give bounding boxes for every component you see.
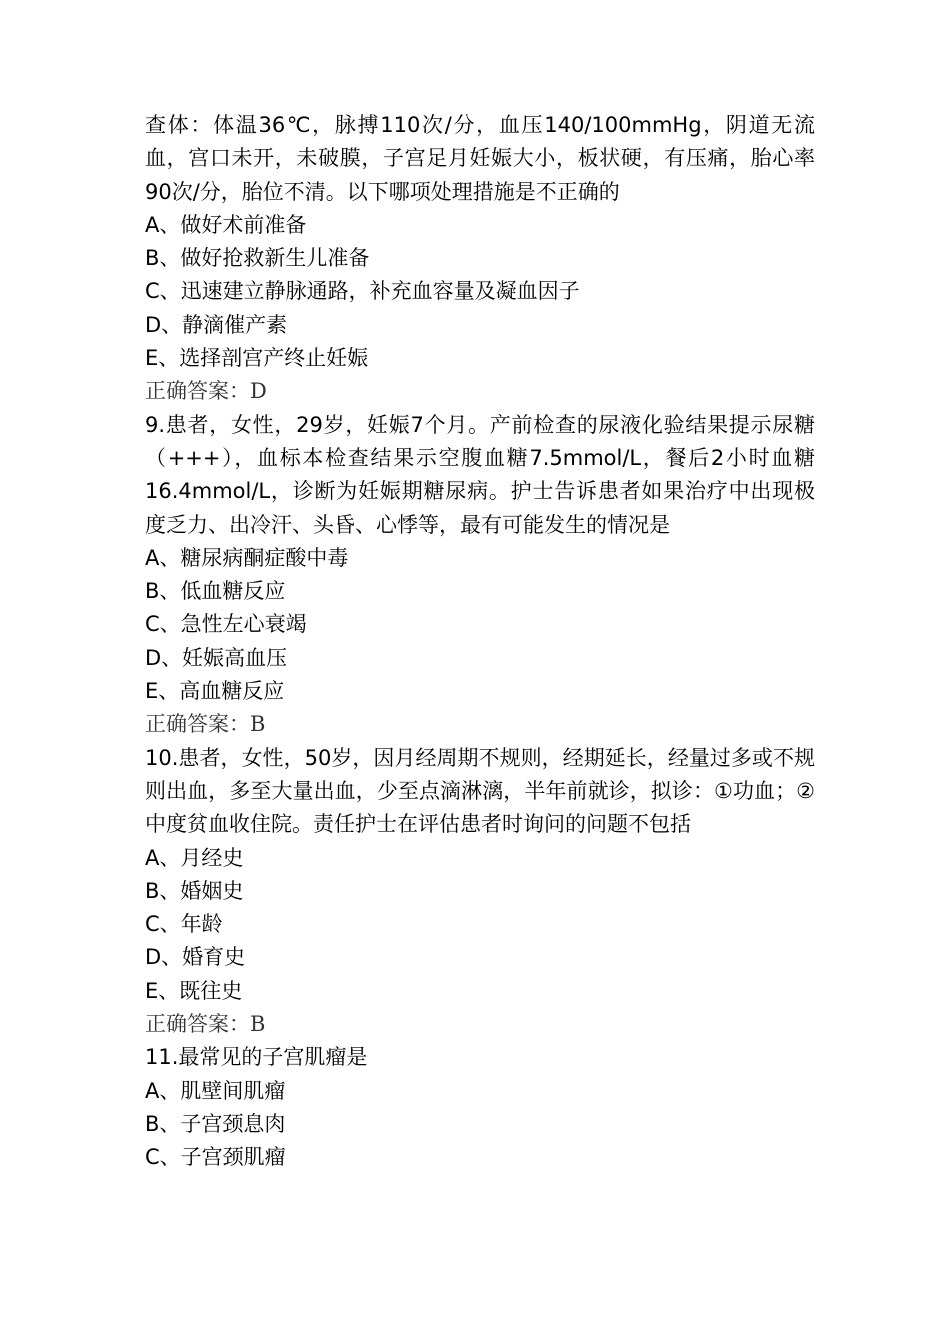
question-8-option-d: D、静滴催产素	[145, 312, 288, 337]
question-10-option-d: D、婚育史	[145, 945, 246, 970]
question-9-option-d: D、妊娠高血压	[145, 645, 288, 670]
question-8-stem: 查体：体温36℃，脉搏110次/分，血压140/100mmHg，阴道无流血，宫口未开，未破膜，子宫足月妊娠大小，板状硬，有压痛，胎心率90次/分，胎位不清。以下哪项处理措施是不正确的	[145, 113, 815, 204]
question-9-answer: 正确答案：B	[145, 712, 266, 737]
question-11-option-a: A、肌壁间肌瘤	[145, 1078, 286, 1103]
question-10-answer: 正确答案：B	[145, 1012, 266, 1037]
question-9-option-e: E、高血糖反应	[145, 679, 285, 704]
question-11-stem: 11.最常见的子宫肌瘤是	[145, 1045, 368, 1070]
question-10-option-c: C、年龄	[145, 912, 223, 937]
question-8-answer: 正确答案：D	[145, 379, 267, 404]
question-10-option-a: A、月经史	[145, 845, 244, 870]
question-8-option-a: A、做好术前准备	[145, 212, 307, 237]
question-11-option-c: C、子宫颈肌瘤	[145, 1145, 286, 1170]
question-9-option-b: B、低血糖反应	[145, 579, 286, 604]
question-11-option-b: B、子宫颈息肉	[145, 1111, 286, 1136]
question-9-stem: 9.患者，女性，29岁，妊娠7个月。产前检查的尿液化验结果提示尿糖（+++），血标本检查结果示空腹血糖7.5mmol/L，餐后2小时血糖16.4mmol/L，诊断为妊娠期糖尿病。护士告诉患者如果治疗中出现极度乏力、出冷汗、头昏、心悸等，最有可能发生的情况是	[145, 412, 815, 537]
question-8-option-e: E、选择剖宫产终止妊娠	[145, 346, 369, 371]
question-9-option-c: C、急性左心衰竭	[145, 612, 307, 637]
question-9-option-a: A、糖尿病酮症酸中毒	[145, 545, 349, 570]
question-10-option-e: E、既往史	[145, 978, 243, 1003]
document-page	[145, 109, 815, 1175]
question-10-stem: 10.患者，女性，50岁，因月经周期不规则，经期延长，经量过多或不规则出血，多至大量出血，少至点滴淋漓，半年前就诊，拟诊：①功血；②中度贫血收住院。责任护士在评估患者时询问的问题不包括	[145, 745, 815, 837]
question-10-option-b: B、婚姻史	[145, 878, 244, 903]
question-8-option-b: B、做好抢救新生儿准备	[145, 246, 370, 271]
question-8-option-c: C、迅速建立静脉通路，补充血容量及凝血因子	[145, 279, 580, 304]
